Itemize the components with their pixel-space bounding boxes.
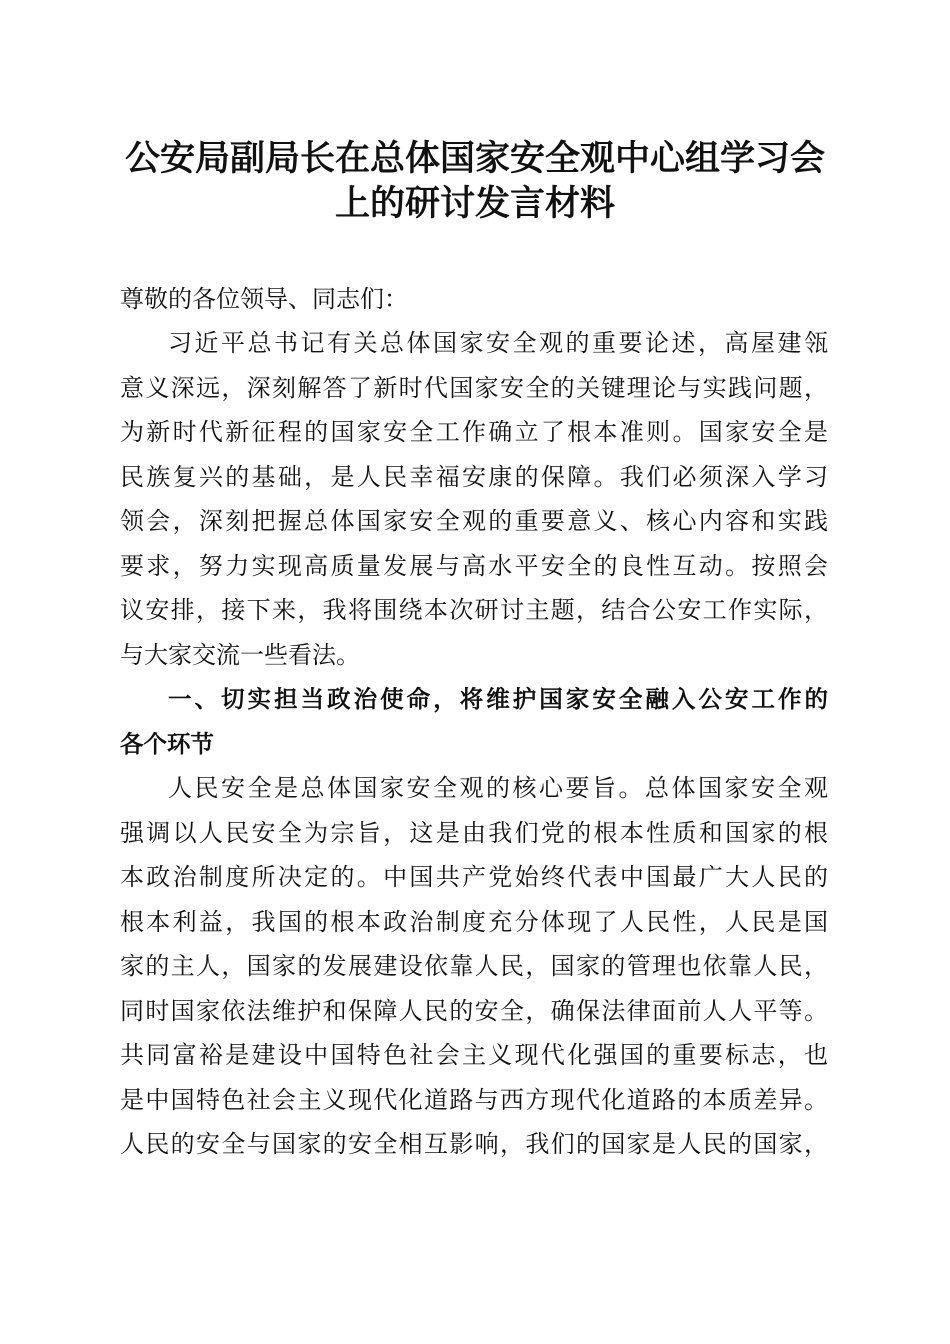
paragraph-line: 本政治制度所决定的。中国共产党始终代表中国最广大人民的: [120, 863, 828, 891]
paragraph-line: 习近平总书记有关总体国家安全观的重要论述，高屋建瓴: [168, 329, 828, 357]
paragraph-line: 领会，深刻把握总体国家安全观的重要意义、核心内容和实践: [120, 507, 828, 535]
paragraph-line: 同时国家依法维护和保障人民的安全，确保法律面前人人平等。: [120, 997, 828, 1025]
paragraph-line: 为新时代新征程的国家安全工作确立了根本准则。国家安全是: [120, 418, 828, 446]
paragraph-line: 是中国特色社会主义现代化道路与西方现代化道路的本质差异。: [120, 1086, 828, 1114]
document-title-line-1: 公安局副局长在总体国家安全观中心组学习会: [124, 138, 825, 179]
paragraph-line: 议安排，接下来，我将围绕本次研讨主题，结合公安工作实际，: [120, 596, 828, 624]
paragraph-line: 要求，努力实现高质量发展与高水平安全的良性互动。按照会: [120, 552, 828, 580]
paragraph-line: 人民安全是总体国家安全观的核心要旨。总体国家安全观: [168, 774, 828, 802]
paragraph-line: 共同富裕是建设中国特色社会主义现代化强国的重要标志，也: [120, 1041, 828, 1069]
heading-line: 一、切实担当政治使命，将维护国家安全融入公安工作的: [168, 685, 828, 713]
paragraph-line: 民族复兴的基础，是人民幸福安康的保障。我们必须深入学习: [120, 463, 828, 491]
paragraph-line: 家的主人，国家的发展建设依靠人民，国家的管理也依靠人民，: [120, 952, 828, 980]
heading-line: 各个环节: [120, 730, 214, 758]
paragraph-line: 强调以人民安全为宗旨，这是由我们党的根本性质和国家的根: [120, 819, 828, 847]
paragraph-line: 与大家交流一些看法。: [120, 641, 360, 669]
paragraph-line: 意义深远，深刻解答了新时代国家安全的关键理论与实践问题，: [120, 374, 828, 402]
salutation: 尊敬的各位领导、同志们：: [120, 285, 408, 313]
paragraph-line: 人民的安全与国家的安全相互影响，我们的国家是人民的国家，: [120, 1130, 828, 1158]
paragraph-line: 根本利益，我国的根本政治制度充分体现了人民性，人民是国: [120, 908, 828, 936]
document-title-line-2: 上的研讨发言材料: [334, 183, 615, 224]
